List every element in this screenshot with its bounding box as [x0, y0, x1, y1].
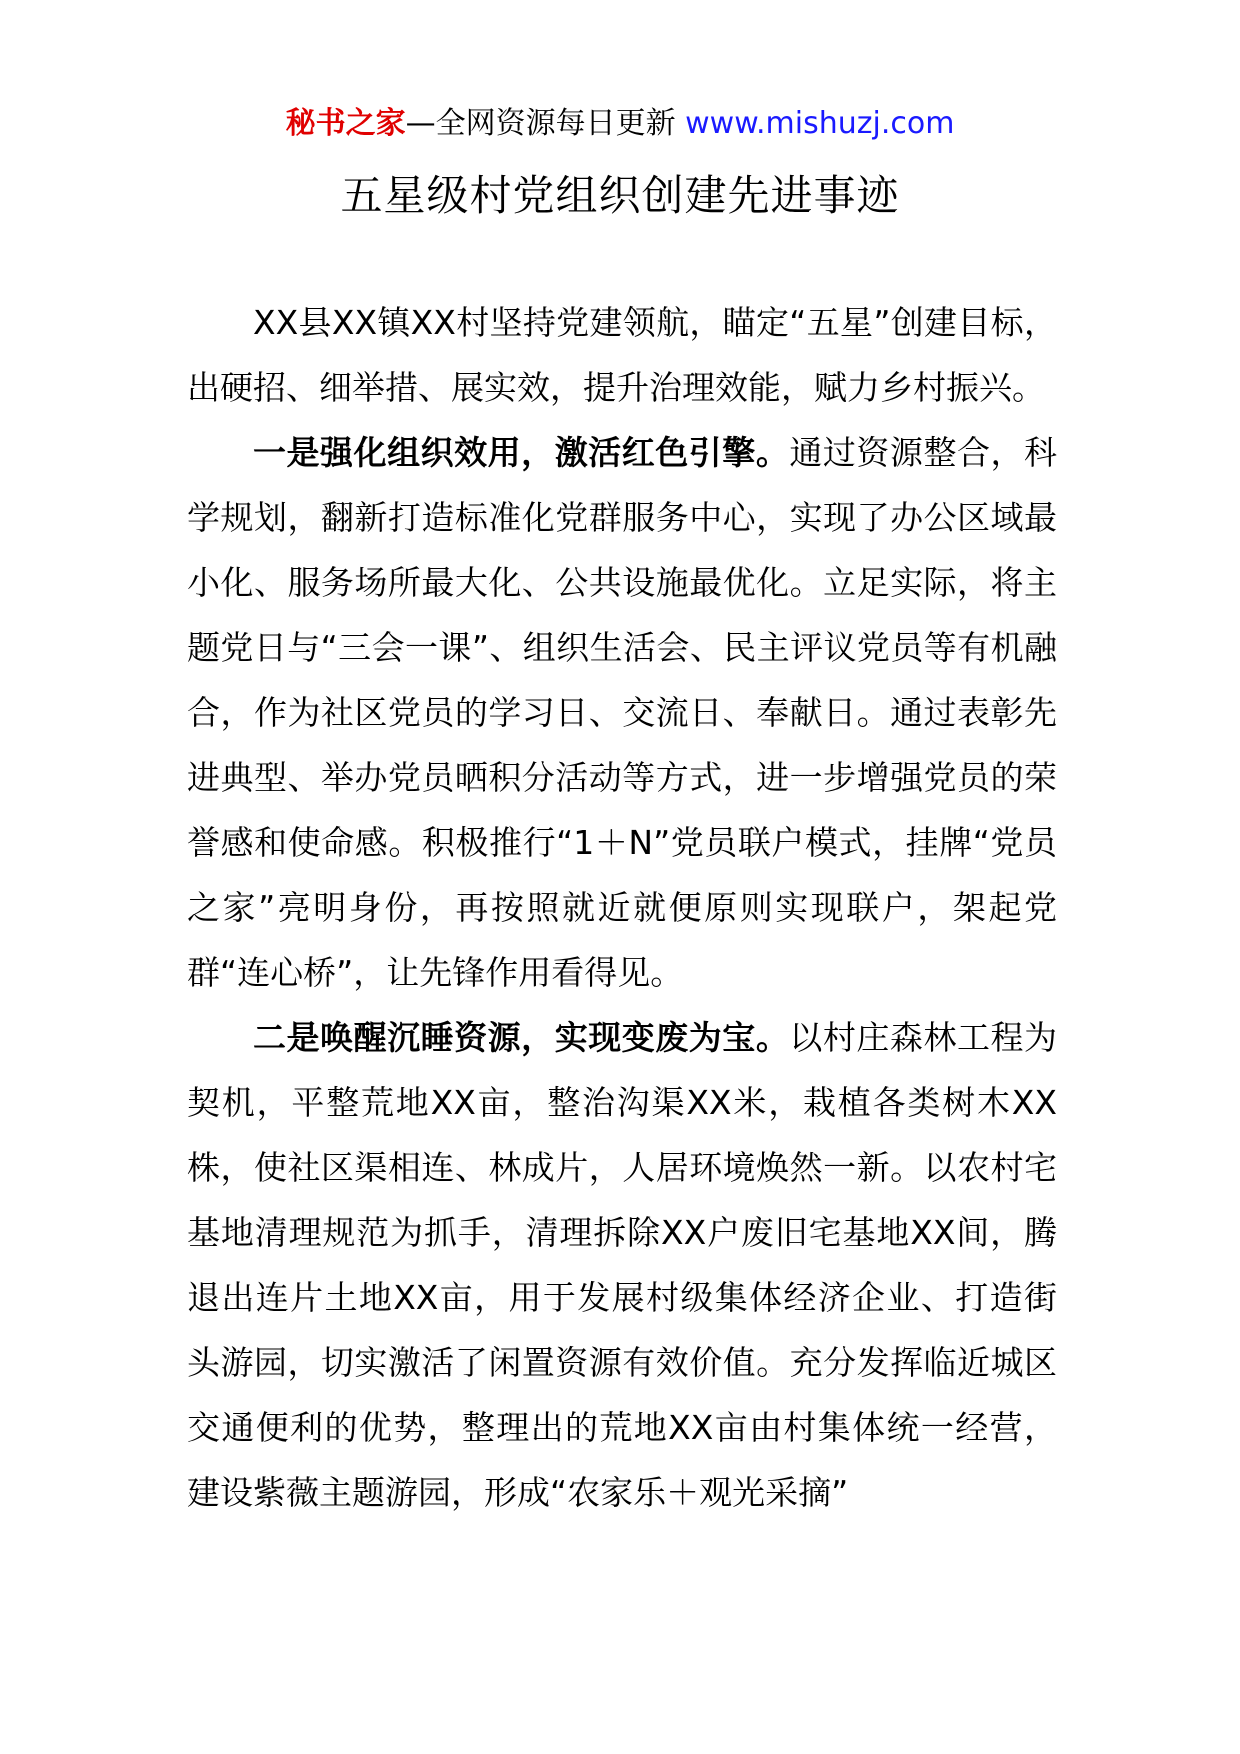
document-title: 五星级村党组织创建先进事迹	[340, 171, 900, 220]
header-separator: —	[405, 106, 436, 141]
paragraph-intro	[187, 290, 1057, 420]
paragraph-lead: 一是强化组织效用，激活红色引擎。	[253, 433, 790, 472]
paragraph-lead: 二是唤醒沉睡资源，实现变废为宝。	[253, 1018, 790, 1057]
paragraph-text: 通过资源整合，科学规划，翻新打造标准化党群服务中心，实现了办公区域最小化、服务场所最大化、公共设施最优化。立足实际，将主题党日与“三会一课”、组织生活会、民主评议党员等有机融合，作为社区党员的学习日、交流日、奉献日。通过表彰先进典型、举办党员晒积分活动等方式，进一步增强党员的荣誉感和使命感。积极推行“1＋N”党员联户模式，挂牌“党员之家”亮明身份，再按照就近就便原则实现联户，架起党群“连心桥”，让先锋作用看得见。	[187, 433, 1058, 992]
paragraph-text: XX县XX镇XX村坚持党建领航，瞄定“五星”创建目标，出硬招、细举措、展实效，提升治理效能，赋力乡村振兴。	[187, 303, 1057, 407]
site-brand: 秘书之家	[285, 106, 406, 141]
paragraph-point-two	[187, 1005, 1057, 1525]
paragraph-text: 以村庄森林工程为契机，平整荒地XX亩，整治沟渠XX米，栽植各类树木XX株，使社区渠相连、林成片，人居环境焕然一新。以农村宅基地清理规范为抓手，清理拆除XX户废旧宅基地XX间，腾退出连片土地XX亩，用于发展村级集体经济企业、打造街头游园，切实激活了闲置资源有效价值。充分发挥临近城区交通便利的优势，整理出的荒地XX亩由村集体统一经营，建设紫薇主题游园，形成“农家乐＋观光采摘”	[187, 1018, 1058, 1512]
header-tagline: 全网资源每日更新	[435, 106, 686, 141]
site-header	[0, 102, 1240, 146]
document-body	[187, 290, 1057, 1525]
paragraph-point-one	[187, 420, 1057, 1005]
site-url-link[interactable]: www.mishuzj.com	[685, 106, 955, 141]
